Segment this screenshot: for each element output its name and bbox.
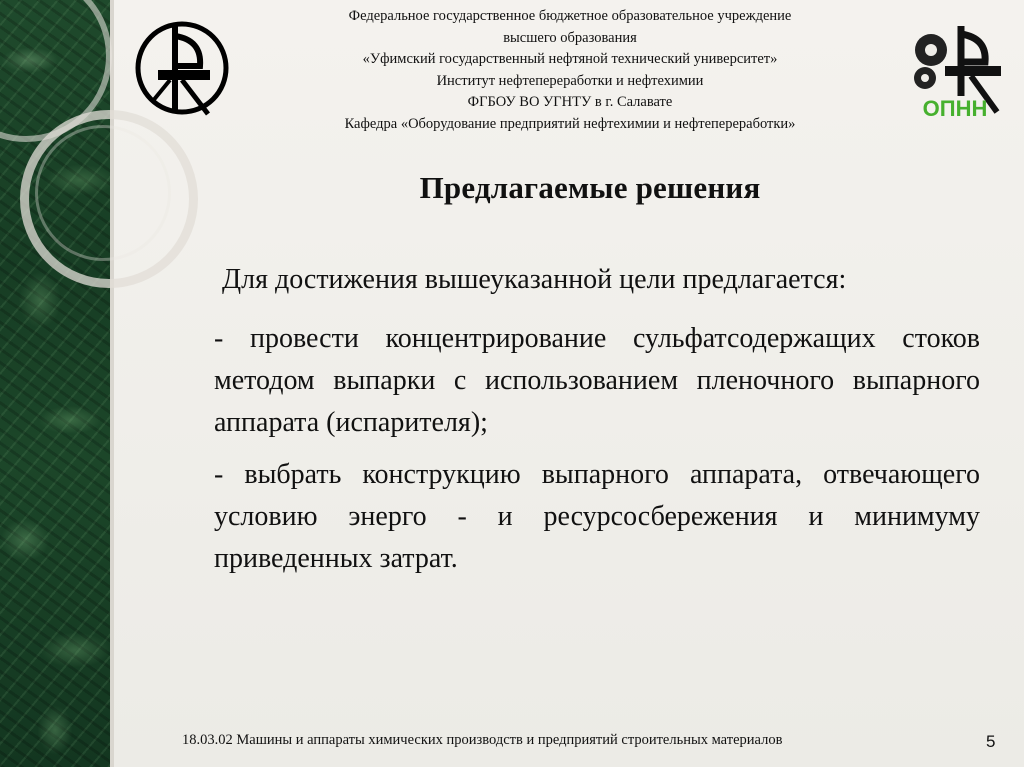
header-line: Федеральное государственное бюджетное образовательное учреждение bbox=[348, 8, 792, 24]
header-line: высшего образования bbox=[503, 29, 637, 46]
institution-header bbox=[240, 6, 900, 135]
header-line: Институт нефтепереработки и нефтехимии bbox=[436, 72, 704, 89]
department-logo-text: ОПНН bbox=[922, 96, 988, 121]
footer-text: 18.03.02 Машины и аппараты химических производств и предприятий строительных материалов bbox=[182, 732, 783, 748]
page-number: 5 bbox=[986, 732, 996, 751]
intro-text: Для достижения вышеуказанной цели предлагается: bbox=[222, 264, 847, 295]
university-logo-icon bbox=[130, 18, 234, 118]
department-logo-icon bbox=[905, 20, 1015, 125]
bullet-list bbox=[214, 318, 980, 590]
decorative-marble-strip bbox=[0, 0, 110, 767]
bullet-item: - провести концентрирование сульфатсодержащих стоков методом выпарки с использованием пленочного выпарного аппарата (испарителя); bbox=[214, 323, 980, 438]
bullet-item: - выбрать конструкцию выпарного аппарата, отвечающего условию энерго - и ресурсосбережения и минимуму приведенных затрат. bbox=[214, 459, 980, 574]
header-line: ФГБОУ ВО УГНТУ в г. Салавате bbox=[467, 94, 673, 110]
header-line: Кафедра «Оборудование предприятий нефтехимии и нефтепереработки» bbox=[344, 115, 796, 132]
header-line: «Уфимский государственный нефтяной технический университет» bbox=[362, 51, 778, 67]
slide-title: Предлагаемые решения bbox=[419, 170, 761, 205]
marble-strip-edge bbox=[110, 0, 114, 767]
